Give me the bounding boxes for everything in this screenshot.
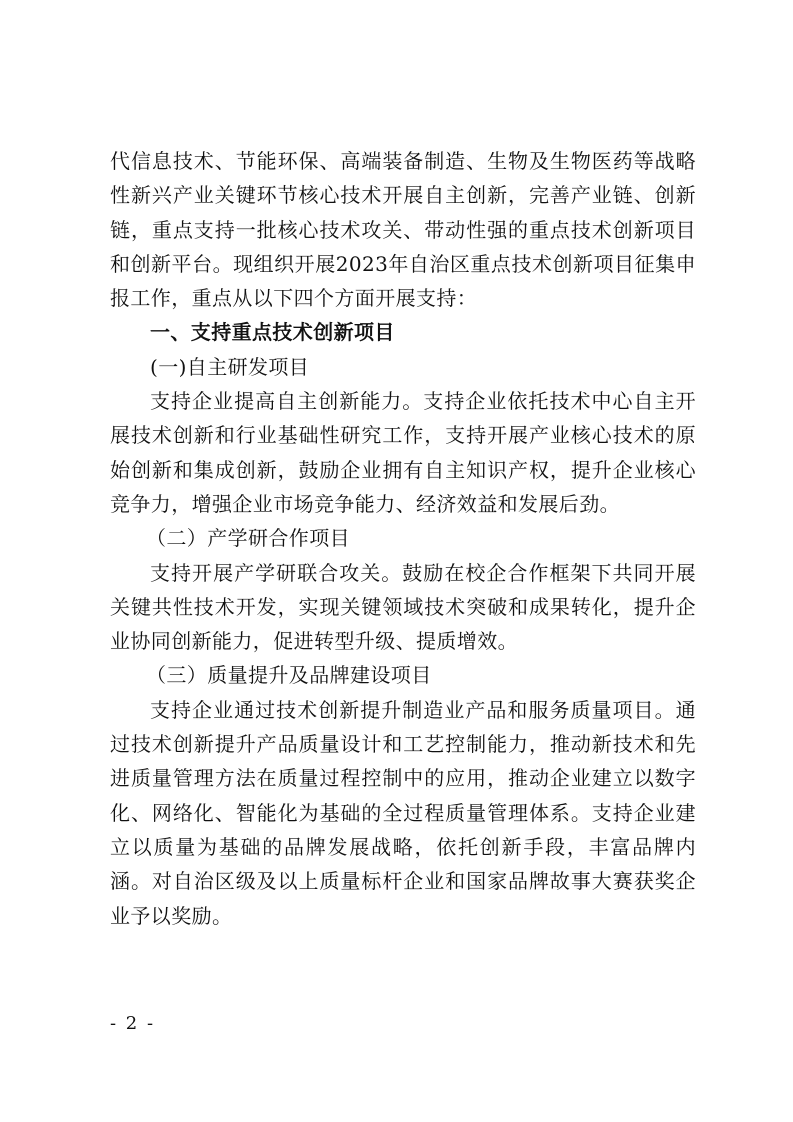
subsection-heading-1: (一)自主研发项目	[150, 354, 310, 379]
paragraph-industry-academia: 支持开展产学研联合攻关。鼓励在校企合作框架下共同开展关键共性技术开发，实现关键领域技术突破和成果转化，提升企业协同创新能力，促进转型升级、提质增效。	[110, 560, 696, 654]
subsection-heading-3: （三）质量提升及品牌建设项目	[146, 663, 432, 688]
page-number: - 2 -	[110, 1013, 156, 1034]
paragraph-quality-brand: 支持企业通过技术创新提升制造业产品和服务质量项目。通过技术创新提升产品质量设计和工艺控制能力，推动新技术和先进质量管理方法在质量过程控制中的应用，推动企业建立以数字化、网络化、智能化为基础的全过程质量管理体系。支持企业建立以质量为基础的品牌发展战略，依托创新手段，丰富品牌内涵。对自治区级及以上质量标杆企业和国家品牌故事大赛获奖企业予以奖励。	[110, 697, 696, 928]
paragraph-self-rd: 支持企业提高自主创新能力。支持企业依托技术中心自主开展技术创新和行业基础性研究工作，支持开展产业核心技术的原始创新和集成创新，鼓励企业拥有自主知识产权，提升企业核心竞争力，增强企业市场竞争能力、经济效益和发展后劲。	[110, 389, 696, 516]
section-heading-1: 一、支持重点技术创新项目	[150, 320, 395, 345]
document-body	[110, 144, 696, 933]
subsection-heading-2: （二）产学研合作项目	[146, 526, 350, 551]
paragraph-intro-continued: 代信息技术、节能环保、高端装备制造、生物及生物医药等战略性新兴产业关键环节核心技术开展自主创新，完善产业链、创新链，重点支持一批核心技术攻关、带动性强的重点技术创新项目和创新平台。现组织开展2023年自治区重点技术创新项目征集申报工作，重点从以下四个方面开展支持：	[110, 149, 696, 311]
